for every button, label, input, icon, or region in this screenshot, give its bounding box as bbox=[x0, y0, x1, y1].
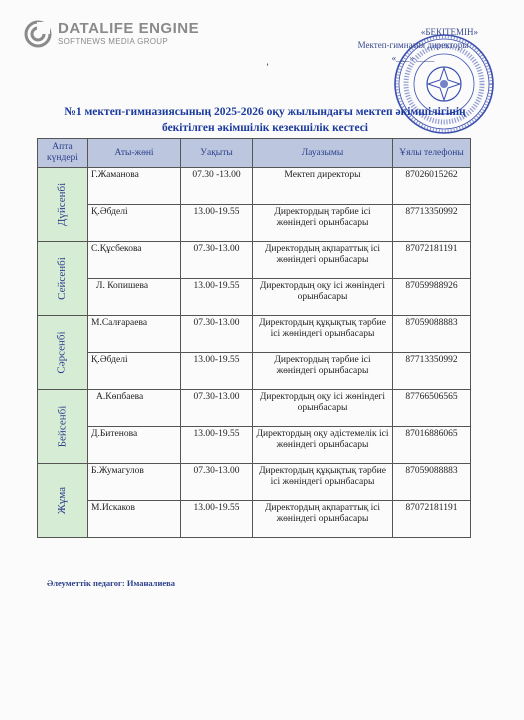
name-cell: Л. Копишева bbox=[88, 279, 181, 316]
phone-cell: 87713350992 bbox=[393, 353, 471, 390]
table-row bbox=[38, 501, 471, 538]
table-row bbox=[38, 242, 471, 279]
time-cell: 07.30-13.00 bbox=[181, 464, 253, 501]
document-title bbox=[30, 104, 500, 136]
day-cell bbox=[38, 168, 88, 242]
position-cell: Директордың құқықтық тәрбие ісі жөніндегі орынбасары bbox=[253, 316, 393, 353]
phone-cell: 87713350992 bbox=[393, 205, 471, 242]
day-cell bbox=[38, 390, 88, 464]
time-cell: 13.00-19.55 bbox=[181, 205, 253, 242]
position-cell: Директордың ақпараттық ісі жөніндегі орынбасары bbox=[253, 242, 393, 279]
day-label: Дүйсенбі bbox=[56, 182, 68, 226]
phone-cell: 87016886065 bbox=[393, 427, 471, 464]
stray-mark: ʼ bbox=[266, 62, 269, 72]
name-cell: А.Көпбаева bbox=[88, 390, 181, 427]
datalife-logo-icon bbox=[24, 20, 52, 48]
approval-date: «___» ____ bbox=[391, 53, 435, 63]
phone-cell: 87059088883 bbox=[393, 316, 471, 353]
position-cell: Директордың тәрбие ісі жөніндегі орынбасары bbox=[253, 353, 393, 390]
table-row bbox=[38, 316, 471, 353]
phone-cell: 87766506565 bbox=[393, 390, 471, 427]
table-row bbox=[38, 168, 471, 205]
title-line-1: №1 мектеп-гимназиясының 2025-2026 оқу жылындағы мектеп әкімшілігінің bbox=[64, 106, 466, 118]
time-cell: 07.30-13.00 bbox=[181, 242, 253, 279]
name-cell: М.Салғараева bbox=[88, 316, 181, 353]
approval-block bbox=[338, 26, 488, 65]
name-cell: С.Құсбекова bbox=[88, 242, 181, 279]
name-cell: Қ.Әбделі bbox=[88, 353, 181, 390]
day-cell bbox=[38, 242, 88, 316]
position-cell: Директордың оқу ісі жөніндегі орынбасары bbox=[253, 279, 393, 316]
table-row bbox=[38, 279, 471, 316]
header-day: Апта күндері bbox=[38, 139, 88, 168]
phone-cell: 87059988926 bbox=[393, 279, 471, 316]
day-label: Бейсенбі bbox=[56, 405, 68, 447]
title-line-2: бекітілген әкімшілік кезекшілік кестесі bbox=[161, 122, 369, 134]
approval-position: Мектеп-гимназия директоры bbox=[357, 40, 469, 50]
datalife-logo bbox=[24, 20, 199, 48]
duty-schedule-table bbox=[37, 138, 471, 538]
position-cell: Директордың құқықтық тәрбие ісі жөніндегі орынбасары bbox=[253, 464, 393, 501]
day-cell bbox=[38, 464, 88, 538]
name-cell: М.Искаков bbox=[88, 501, 181, 538]
position-cell: Директордың оқу ісі жөніндегі орынбасары bbox=[253, 390, 393, 427]
header-name: Аты-жөні bbox=[88, 139, 181, 168]
logo-name: DATALIFE ENGINE bbox=[58, 20, 200, 37]
day-label: Жұма bbox=[56, 486, 68, 514]
table-row bbox=[38, 205, 471, 242]
approval-title: «БЕКІТЕМІН» bbox=[420, 27, 478, 37]
position-cell: Мектеп директоры bbox=[253, 168, 393, 205]
phone-cell: 87026015262 bbox=[393, 168, 471, 205]
footer-signature-line: Әлеуметтік педагог: Иманалиева bbox=[47, 578, 175, 588]
name-cell: Қ.Әбделі bbox=[88, 205, 181, 242]
day-cell bbox=[38, 316, 88, 390]
table-row bbox=[38, 427, 471, 464]
time-cell: 13.00-19.55 bbox=[181, 353, 253, 390]
time-cell: 13.00-19.55 bbox=[181, 501, 253, 538]
table-header-row bbox=[38, 139, 471, 168]
day-label: Сәрсенбі bbox=[55, 330, 68, 374]
name-cell: Г.Жаманова bbox=[88, 168, 181, 205]
time-cell: 13.00-19.55 bbox=[181, 279, 253, 316]
position-cell: Директордың тәрбие ісі жөніндегі орынбасары bbox=[253, 205, 393, 242]
name-cell: Б.Жумагулов bbox=[88, 464, 181, 501]
position-cell: Директордың ақпараттық ісі жөніндегі орынбасары bbox=[253, 501, 393, 538]
table-row bbox=[38, 390, 471, 427]
phone-cell: 87072181191 bbox=[393, 242, 471, 279]
logo-subtitle: SOFTNEWS MEDIA GROUP bbox=[58, 37, 169, 46]
header-phone: Ұялы телефоны bbox=[393, 139, 471, 168]
table-row bbox=[38, 464, 471, 501]
day-label: Сейсенбі bbox=[56, 256, 68, 300]
phone-cell: 87072181191 bbox=[393, 501, 471, 538]
time-cell: 13.00-19.55 bbox=[181, 427, 253, 464]
header-position: Лауазымы bbox=[253, 139, 393, 168]
name-cell: Д.Битенова bbox=[88, 427, 181, 464]
time-cell: 07.30-13.00 bbox=[181, 316, 253, 353]
header-time: Уақыты bbox=[181, 139, 253, 168]
phone-cell: 87059088883 bbox=[393, 464, 471, 501]
position-cell: Директордың оқу әдістемелік ісі жөніндегі орынбасары bbox=[253, 427, 393, 464]
time-cell: 07.30 -13.00 bbox=[181, 168, 253, 205]
time-cell: 07.30-13.00 bbox=[181, 390, 253, 427]
table-row bbox=[38, 353, 471, 390]
